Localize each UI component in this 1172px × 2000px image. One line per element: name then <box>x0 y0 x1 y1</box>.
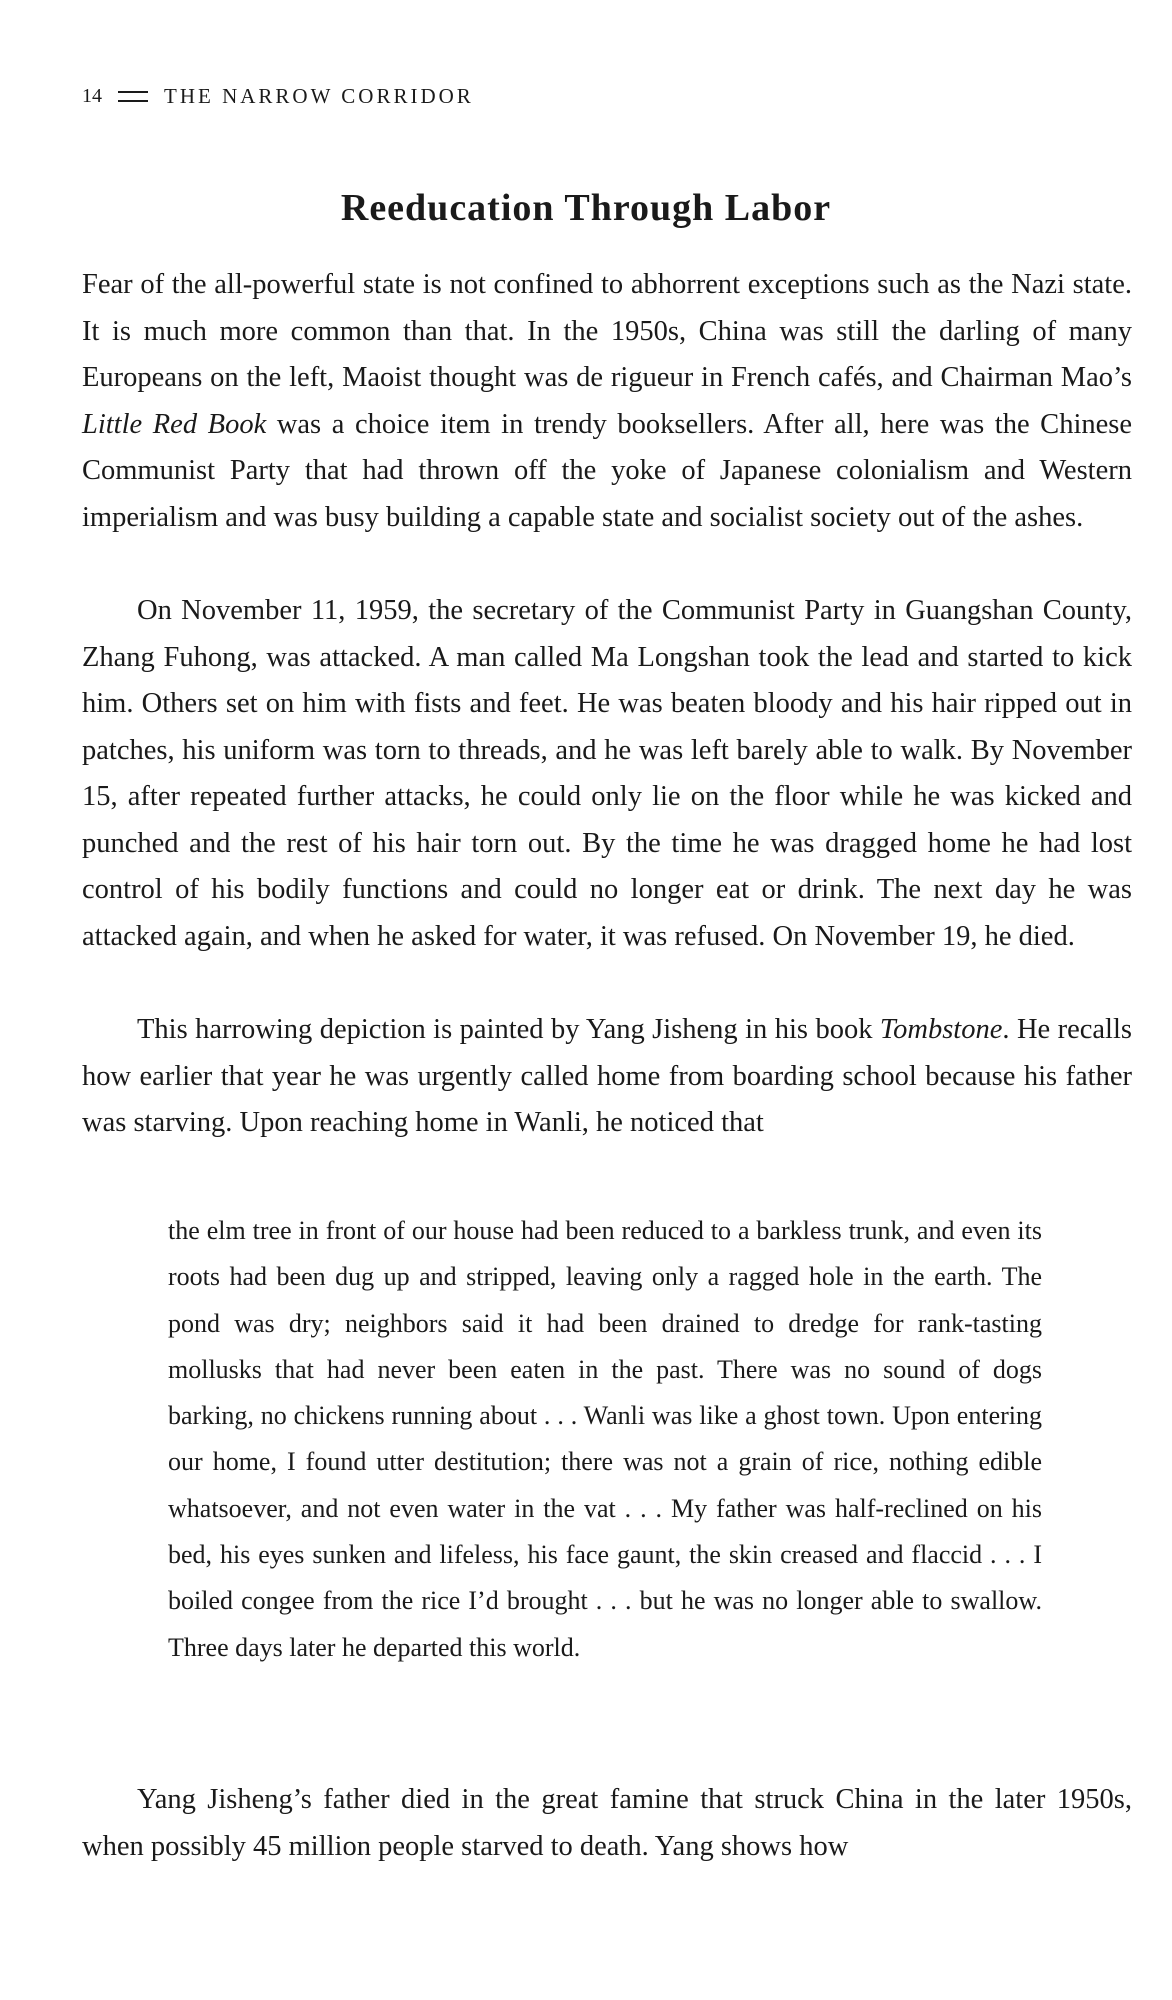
book-title-emphasis: Little Red Book <box>82 408 267 440</box>
paragraph-text: This harrowing depiction is painted by Yang Jisheng in his book <box>137 1014 880 1045</box>
paragraph-4: Yang Jisheng’s father died in the great famine that struck China in the later 1950s, when possibly 45 million people starved to death. Yang shows how <box>82 1784 1132 1862</box>
paragraph-1 <box>82 262 1132 541</box>
running-head <box>82 84 474 109</box>
book-title-emphasis: Tombstone <box>879 1014 1003 1045</box>
double-rule-divider <box>118 91 148 102</box>
section-title: Reeducation Through Labor <box>340 187 832 229</box>
paragraph-text: was a choice item in trendy booksellers. After all, here was the Chinese Communist Party that had thrown off the yoke of Japanese colonialism and Western imperialism and was busy building a capable state and socialist society out of the ashes. <box>82 408 1132 533</box>
paragraph-text: . He recalls how earlier that year he was urgently called home from boarding school because his father was starving. Upon reaching home in Wanli, he noticed that <box>82 1014 1132 1138</box>
running-head-title: THE NARROW CORRIDOR <box>164 84 474 108</box>
block-quote: the elm tree in front of our house had been reduced to a barkless trunk, and even its roots had been dug up and stripped, leaving only a ragged hole in the earth. The pond was dry; neighbors said it had been drained to dredge for rank-tasting mollusks that had never been eaten in the past. There was no sound of dogs barking, no chickens running about . . . Wanli was like a ghost town. Upon entering our home, I found utter destitution; there was not a grain of rice, nothing edible whatsoever, and not even water in the vat . . . My father was half-reclined on his bed, his eyes sunken and lifeless, his face gaunt, the skin creased and flaccid . . . I boiled congee from the rice I’d brought . . . but he was no longer able to swallow. Three days later he departed this world. <box>168 1216 1042 1662</box>
paragraph-2: On November 11, 1959, the secretary of the Communist Party in Guangshan County, Zhang Fuhong, was attacked. A man called Ma Longshan took the lead and started to kick him. Others set on him with fists and feet. He was beaten bloody and his hair ripped out in patches, his uniform was torn to threads, and he was left barely able to walk. By November 15, after repeated further attacks, he could only lie on the floor while he was kicked and punched and the rest of his hair torn out. By the time he was dragged home he had lost control of his bodily functions and could no longer eat or drink. The next day he was attacked again, and when he asked for water, it was refused. On November 19, he died. <box>82 595 1132 952</box>
paragraph-text: Fear of the all-powerful state is not confined to abhorrent exceptions such as the Nazi state. It is much more common than that. In the 1950s, China was still the darling of many Europeans on the left, Maoist thought was de rigueur in French cafés, and Chairman Mao’s <box>82 269 1132 393</box>
page-number: 14 <box>82 85 102 107</box>
paragraph-3 <box>82 1007 1132 1147</box>
